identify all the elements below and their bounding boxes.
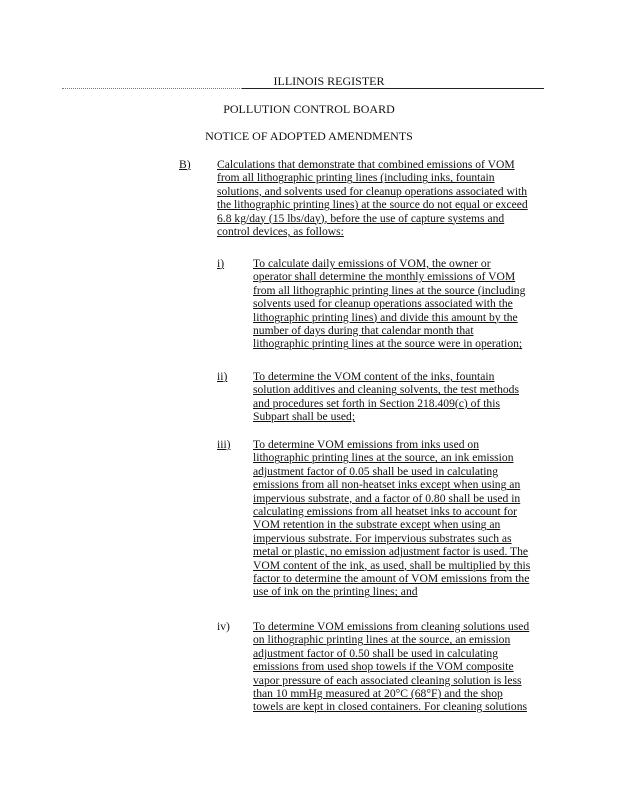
text-line: from all lithographic printing lines at the source (including [253, 283, 526, 297]
text-line: To determine the VOM content of the inks, fountain [253, 370, 495, 383]
text-line: adjustment factor of 0.05 shall be used in calculating [253, 464, 499, 478]
text-line: emissions from used shop towels if the VOM composite [253, 660, 514, 674]
text-line: impervious substrate, and a factor of 0.80 shall be used in [253, 491, 521, 505]
text-line: solution additives and cleaning solvents, the test methods [253, 383, 519, 397]
text-line: Calculations that demonstrate that combined emissions of VOM [217, 158, 515, 171]
text-line: 6.8 kg/day (15 lbs/day), before the use of capture systems and [217, 211, 505, 225]
item-iv-marker: iv) [217, 620, 230, 633]
text-line: To determine VOM emissions from inks used on [253, 438, 479, 451]
text-line: towels are kept in closed containers. For cleaning solutions [253, 700, 527, 714]
board-title: POLLUTION CONTROL BOARD [223, 102, 395, 116]
text-line: use of ink on the printing lines; and [253, 585, 418, 599]
text-line: factor to determine the amount of VOM emissions from the [253, 572, 530, 586]
text-line: impervious substrate. For impervious substrates such as [253, 531, 512, 545]
text-line: VOM retention in the substrate except when using an [253, 518, 501, 532]
text-line: emissions from all non-heatset inks except when using an [253, 478, 521, 492]
text-line: calculating emissions from all heatset inks to account for [253, 505, 518, 519]
item-i-text [253, 257, 525, 351]
text-line: lithographic printing lines at the source were in operation; [253, 337, 523, 351]
text-line: adjustment factor of 0.50 shall be used in calculating [253, 646, 499, 660]
text-line: solutions, and solvents used for cleanup operations associated with [217, 184, 528, 198]
text-line: VOM content of the ink, as used, shall be multiplied by this [253, 558, 531, 572]
text-line: on lithographic printing lines at the source, an emission [253, 633, 511, 647]
section-b-text [217, 158, 528, 238]
item-iii-marker: iii) [217, 438, 231, 451]
text-line: Subpart shall be used; [253, 410, 356, 424]
text-line: number of days during that calendar month that [253, 324, 474, 338]
item-iii-text [253, 438, 530, 599]
text-line: lithographic printing lines at the source, an ink emission [253, 451, 514, 465]
text-line: the lithographic printing lines) at the source do not equal or exceed [217, 198, 528, 212]
text-line: operator shall determine the monthly emissions of VOM [253, 270, 516, 284]
text-line: from all lithographic printing lines (including inks, fountain [217, 171, 495, 185]
section-b-marker: B) [179, 158, 191, 171]
register-title: ILLINOIS REGISTER [273, 74, 385, 88]
text-line: lithographic printing lines) and divide this amount by the [253, 310, 518, 324]
item-ii-text [253, 370, 519, 424]
text-line: solvents used for cleanup operations associated with the [253, 297, 513, 311]
item-ii-marker: ii) [217, 370, 228, 383]
item-i-marker: i) [217, 257, 225, 270]
text-line: To calculate daily emissions of VOM, the owner or [253, 257, 491, 270]
text-line: and procedures set forth in Section 218.409(c) of this [253, 396, 500, 410]
item-iv-text [253, 620, 529, 714]
text-line: To determine VOM emissions from cleaning solutions used [253, 620, 530, 633]
text-line: than 10 mmHg measured at 20°C (68°F) and the shop [253, 687, 503, 701]
text-line: vapor pressure of each associated cleaning solution is less [253, 673, 522, 687]
text-line: metal or plastic, no emission adjustment factor is used. The [253, 545, 529, 559]
text-line: control devices, as follows: [217, 225, 344, 239]
notice-title: NOTICE OF ADOPTED AMENDMENTS [205, 129, 413, 143]
